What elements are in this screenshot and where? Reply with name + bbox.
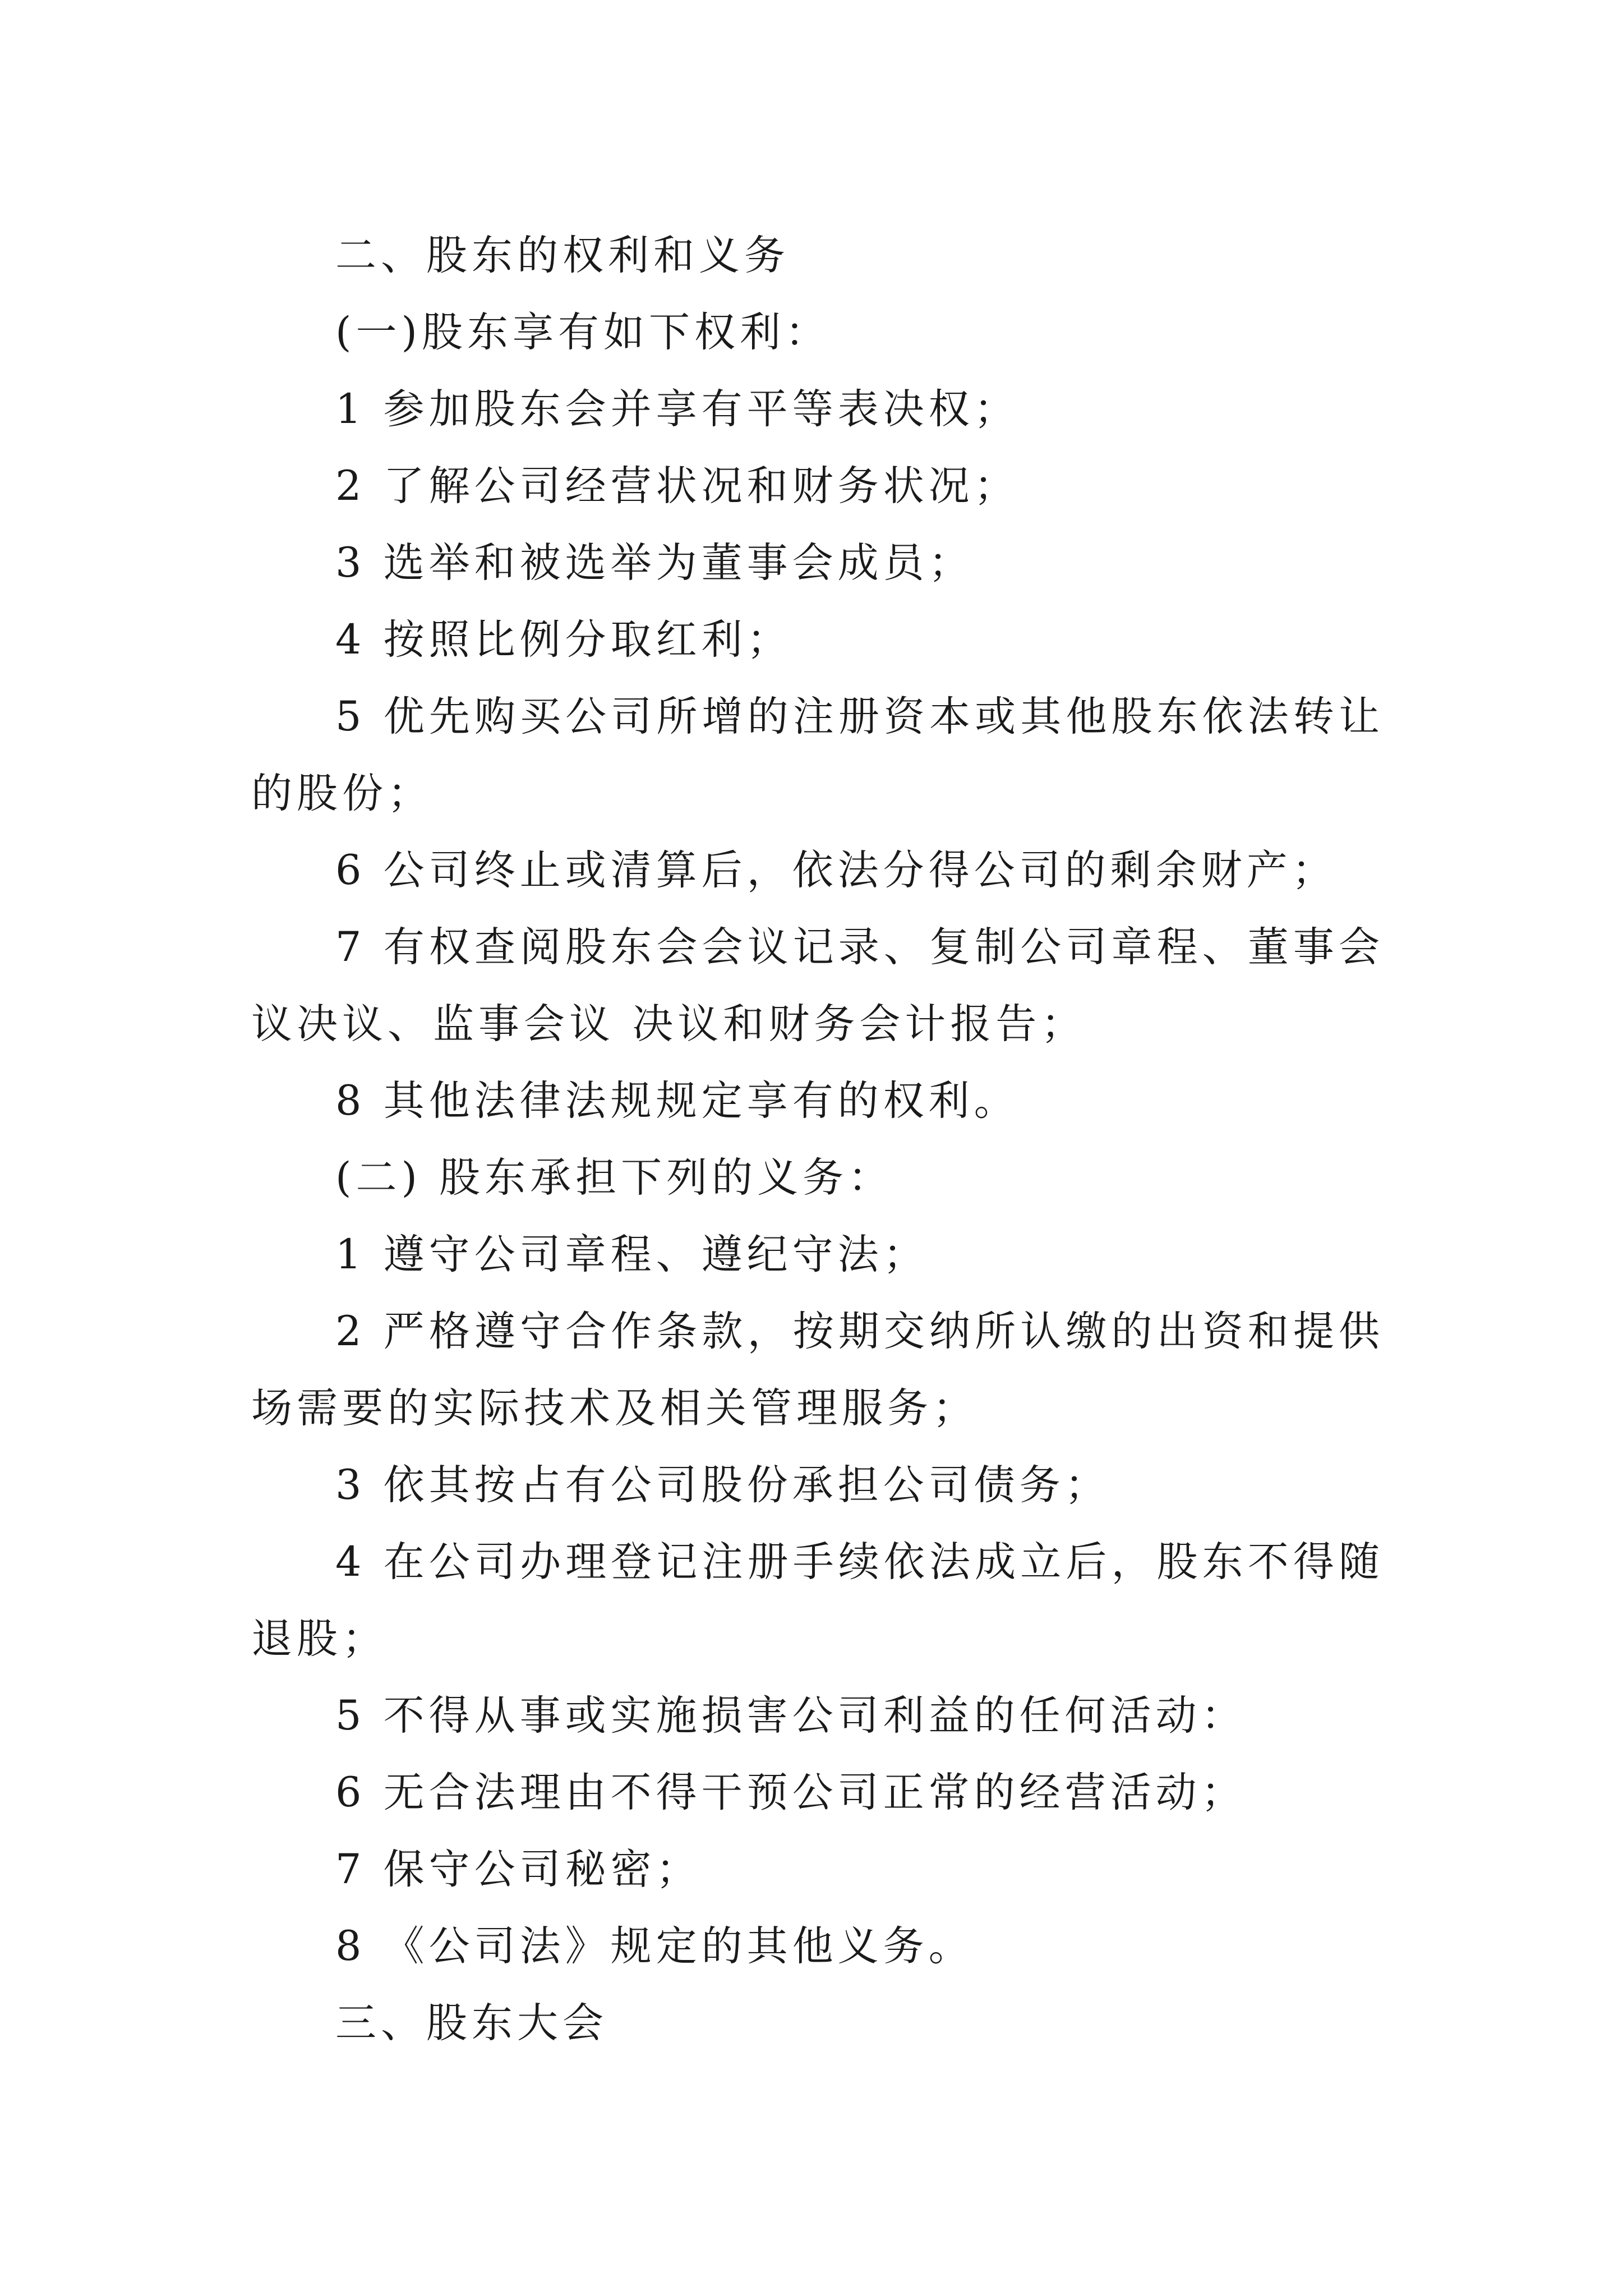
list-item: 7 有权查阅股东会会议记录、复制公司章程、董事会 <box>335 923 1384 971</box>
list-item-continuation: 的股份； <box>251 770 433 817</box>
subsection-heading-obligations: (二) 股东承担下列的义务： <box>335 1154 894 1202</box>
list-item: 5 优先购买公司所增的注册资本或其他股东依法转让 <box>335 693 1384 740</box>
list-item: 8 《公司法》规定的其他义务。 <box>335 1922 974 1970</box>
subsection-heading-rights: (一)股东享有如下权利： <box>335 309 831 356</box>
list-item: 1 参加股东会并享有平等表决权； <box>335 385 1020 433</box>
list-item: 4 在公司办理登记注册手续依法成立后，股东不得随 <box>335 1538 1384 1586</box>
list-item: 6 公司终止或清算后，依法分得公司的剩余财产； <box>335 846 1338 894</box>
list-item: 5 不得从事或实施损害公司利益的任何活动： <box>335 1692 1247 1740</box>
list-item: 2 了解公司经营状况和财务状况； <box>335 462 1020 510</box>
document-body <box>251 217 1384 2062</box>
list-item-continuation: 场需要的实际技术及相关管理服务； <box>251 1384 978 1432</box>
list-item: 4 按照比例分取红利； <box>335 616 792 664</box>
list-item: 2 严格遵守合作条款，按期交纳所认缴的出资和提供 <box>335 1308 1384 1355</box>
list-item: 3 依其按占有公司股份承担公司债务； <box>335 1461 1110 1509</box>
section-heading-shareholders-meeting: 三、股东大会 <box>335 1999 608 2047</box>
list-item: 6 无合法理由不得干预公司正常的经营活动； <box>335 1769 1247 1816</box>
list-item-continuation: 退股； <box>251 1615 388 1663</box>
list-item: 3 选举和被选举为董事会成员； <box>335 539 974 587</box>
list-item-continuation: 议决议、监事会议 决议和财务会计报告； <box>251 1000 1087 1048</box>
section-heading-rights-obligations: 二、股东的权利和义务 <box>335 232 790 279</box>
list-item: 8 其他法律法规规定享有的权利。 <box>335 1077 1020 1125</box>
list-item: 1 遵守公司章程、遵纪守法； <box>335 1231 929 1278</box>
list-item: 7 保守公司秘密； <box>335 1846 702 1893</box>
